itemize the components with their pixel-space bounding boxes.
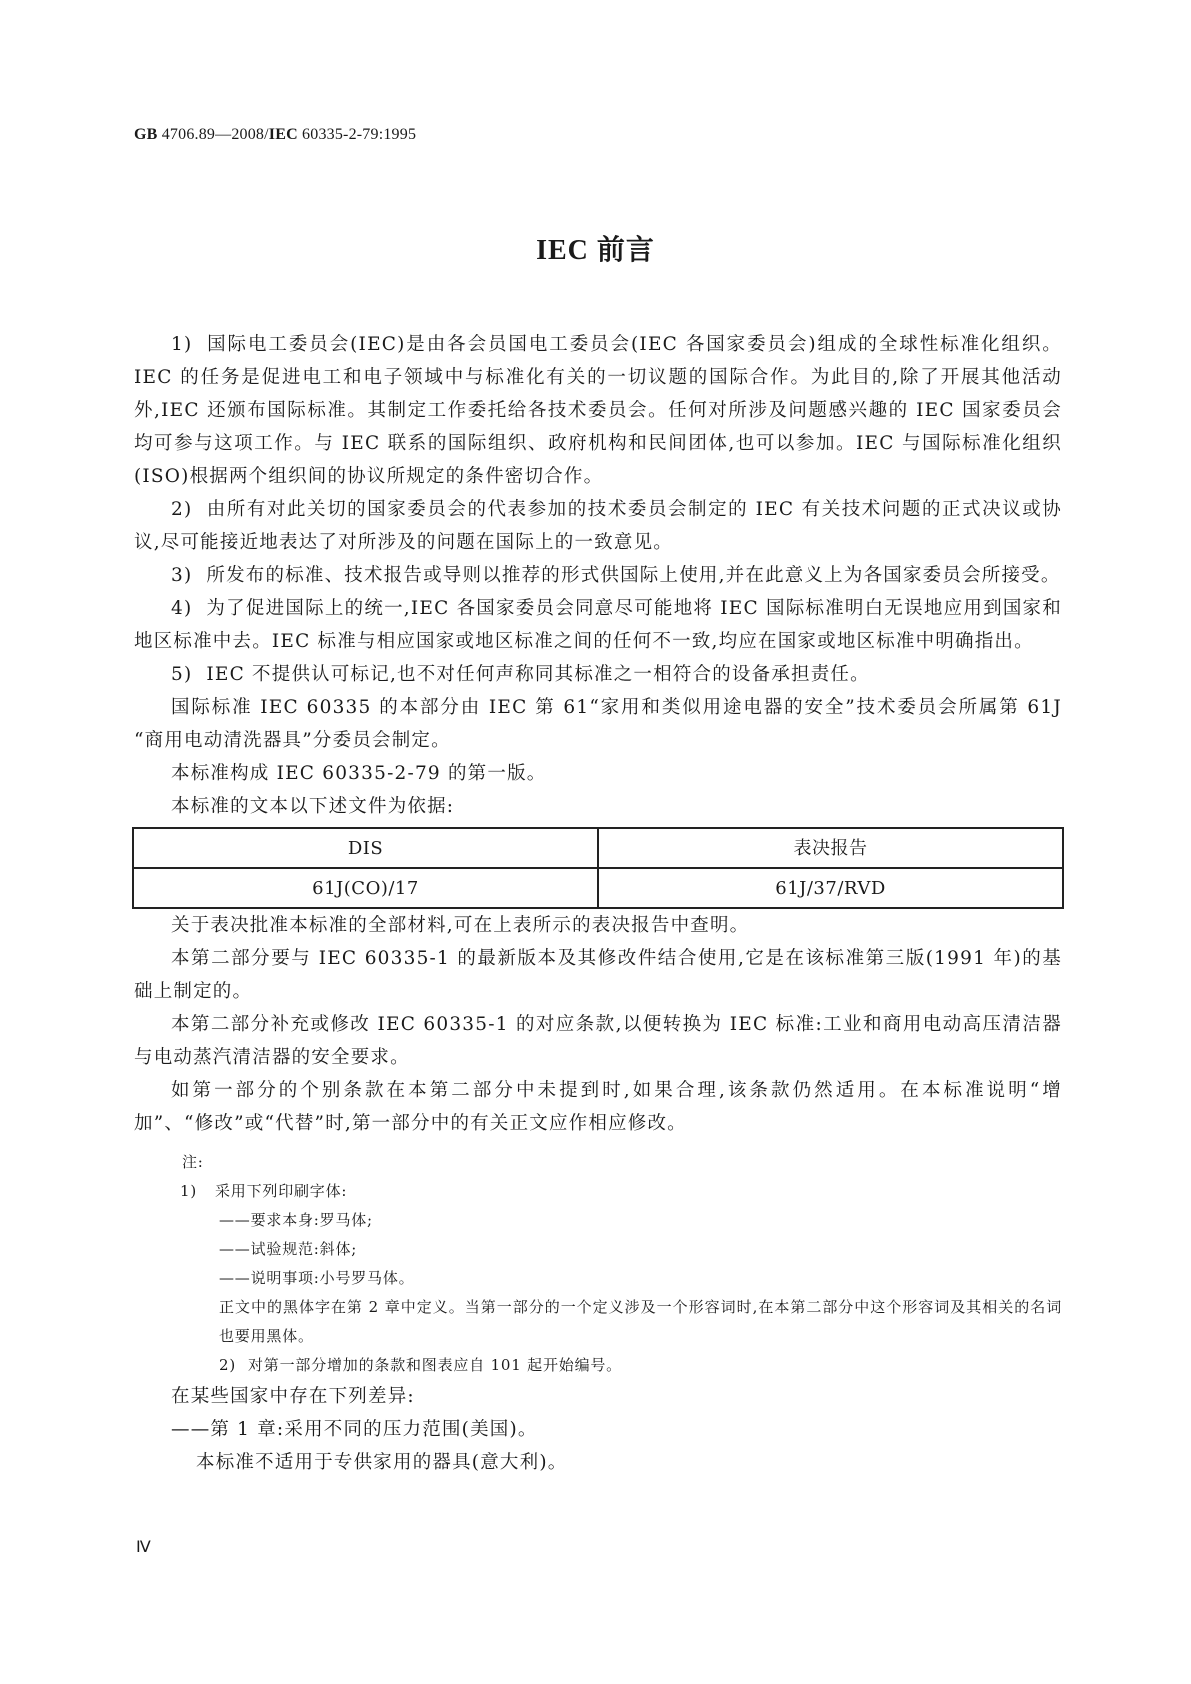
voting-table [132, 827, 1064, 909]
after-table-1: 关于表决批准本标准的全部材料,可在上表所示的表决报告中查明。 [171, 915, 750, 936]
paragraph-5 [134, 658, 1062, 691]
table-cell-rvd: 61J/37/RVD [598, 868, 1063, 908]
differences-sub: 本标准不适用于专供家用的器具(意大利)。 [196, 1452, 568, 1473]
paragraph-text: 由所有对此关切的国家委员会的代表参加的技术委员会制定的 IEC 有关技术问题的正式决议或协议,尽可能接近地表达了对所涉及的问题在国际上的一致意见。 [134, 499, 1062, 553]
paragraph-number: 3) [171, 565, 193, 586]
table-cell-dis: 61J(CO)/17 [133, 868, 598, 908]
page-number: Ⅳ [136, 1539, 151, 1556]
paragraph-4 [134, 592, 1062, 658]
paragraph-1 [134, 328, 1062, 493]
note-1-item: ——试验规范:斜体; [219, 1240, 358, 1258]
running-header [134, 126, 416, 144]
page-title: IEC 前言 [536, 235, 655, 266]
note-number: 1) [180, 1182, 197, 1200]
intro-committee: 国际标准 IEC 60335 的本部分由 IEC 第 61“家用和类似用途电器的安全”技术委员会所属第 61J “商用电动清洗器具”分委员会制定。 [134, 697, 1062, 751]
table-header-vote-report: 表决报告 [598, 828, 1063, 868]
intro-basis: 本标准的文本以下述文件为依据: [171, 796, 455, 817]
paragraph-text: IEC 不提供认可标记,也不对任何声称同其标准之一相符合的设备承担责任。 [206, 664, 870, 685]
notes-label: 注: [182, 1153, 204, 1171]
paragraph-number: 5) [171, 664, 193, 685]
standard-number: 4706.89—2008/ [161, 126, 269, 143]
paragraph-text: 国际电工委员会(IEC)是由各会员国电工委员会(IEC 各国家委员会)组成的全球性标准化组织。IEC 的任务是促进电工和电子领域中与标准化有关的一切议题的国际合作。为此目的,除了开展其他活动外,IEC 还颁布国际标准。其制定工作委托给各技术委员会。任何对所涉及问题感兴趣的 IEC 国家委员会均可参与这项工作。与 IEC 联系的国际组织、政府机构和民间团体,也可以参加。IEC 与国际标准化组织(ISO)根据两个组织间的协议所规定的条件密切合作。 [134, 334, 1062, 487]
paragraph-number: 4) [171, 598, 193, 619]
iec-prefix: IEC [268, 126, 298, 143]
after-table-2: 本第二部分要与 IEC 60335-1 的最新版本及其修改件结合使用,它是在该标准第三版(1991 年)的基础上制定的。 [134, 948, 1062, 1002]
iec-number: 60335-2-79:1995 [302, 126, 417, 143]
notes-section [134, 1148, 1062, 1380]
table-header-dis: DIS [133, 828, 598, 868]
after-table-4: 如第一部分的个别条款在本第二部分中未提到时,如果合理,该条款仍然适用。在本标准说明“增加”、“修改”或“代替”时,第一部分中的有关正文应作相应修改。 [134, 1080, 1062, 1134]
note-text: 采用下列印刷字体: [215, 1182, 348, 1200]
paragraph-3 [134, 559, 1062, 592]
intro-edition: 本标准构成 IEC 60335-2-79 的第一版。 [171, 763, 547, 784]
differences-item: ——第 1 章:采用不同的压力范围(美国)。 [171, 1419, 538, 1440]
note-1 [134, 1177, 1062, 1206]
standard-prefix: GB [134, 126, 158, 143]
note-2 [134, 1351, 1062, 1380]
paragraph-number: 1) [171, 334, 193, 355]
paragraph-number: 2) [171, 499, 193, 520]
paragraph-text: 为了促进国际上的统一,IEC 各国家委员会同意尽可能地将 IEC 国际标准明白无误地应用到国家和地区标准中去。IEC 标准与相应国家或地区标准之间的任何不一致,均应在国家或地区标准中明确指出。 [134, 598, 1062, 652]
after-table-3: 本第二部分补充或修改 IEC 60335-1 的对应条款,以便转换为 IEC 标准:工业和商用电动高压清洁器与电动蒸汽清洁器的安全要求。 [134, 1014, 1062, 1068]
paragraph-text: 所发布的标准、技术报告或导则以推荐的形式供国际上使用,并在此意义上为各国家委员会所接受。 [206, 565, 1061, 586]
table-header-row [133, 828, 1063, 868]
note-number: 2) [219, 1356, 236, 1374]
document-body [134, 328, 1062, 1479]
note-1-extra: 正文中的黑体字在第 2 章中定义。当第一部分的一个定义涉及一个形容词时,在本第二部分中这个形容词及其相关的名词也要用黑体。 [219, 1298, 1062, 1345]
differences-title: 在某些国家中存在下列差异: [171, 1386, 415, 1407]
table-row [133, 868, 1063, 908]
note-1-item: ——要求本身:罗马体; [219, 1211, 373, 1229]
note-1-item: ——说明事项:小号罗马体。 [219, 1269, 415, 1287]
paragraph-2 [134, 493, 1062, 559]
note-text: 对第一部分增加的条款和图表应自 101 起开始编号。 [248, 1356, 622, 1374]
